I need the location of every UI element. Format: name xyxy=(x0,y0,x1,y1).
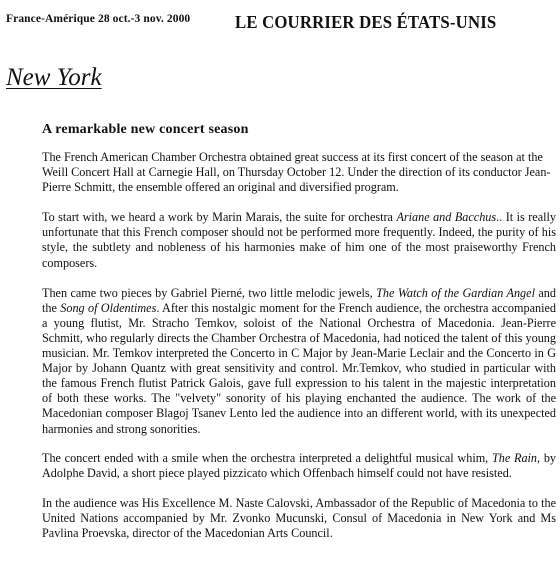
dateline: France-Amérique 28 oct.-3 nov. 2000 xyxy=(6,13,191,25)
section-title: New York xyxy=(6,64,102,91)
work-title-rain: The Rain xyxy=(491,450,538,465)
paragraph-3-text-b: and the xyxy=(42,285,556,315)
paragraph-2 xyxy=(42,210,556,270)
paragraph-4 xyxy=(42,451,556,481)
paragraph-3-text-c: . After this nostalgic moment for the French audience, the orchestra accompanied a young flutist, Mr. Stracho Temkov, soloist of the National Orchestra of Macedonia. Jean-Pierre Schmitt, who regularly directs the Chamber Orchestra of Macedonia, had noticed the talent of this young musician. Mr. Temkov interpreted the Concerto in C Major by Jean-Marie Leclair and the Concerto in G Major by Johann Quantz with great sensitivity and control. Mr.Temkov, who studied in particular with the famous French flutist Patrick Galois, gave full expression to his talent in the majestic interpretation of both these works. The "velvety" sonority of his playing enchanted the audience. The work of the Macedonian composer Blagoj Tsanev Lento led the audience into an different world, with its unexpected harmonies and strong sonorities. xyxy=(42,300,556,436)
work-title-ariane: Ariane and Bacchus xyxy=(396,210,497,225)
paragraph-2-text-b: .. It is really unfortunate that this French composer should not be performed more frequently. Indeed, the purity of his style, the subtlety and nobleness of his harmonies make of him one of the most praiseworthy French composers. xyxy=(42,210,556,270)
newspaper-masthead: LE COURRIER DES ÉTATS-UNIS xyxy=(235,12,497,32)
paragraph-4-text-b: , by Adolphe David, a short piece played pizzicato which Offenbach himself could not have resisted. xyxy=(42,450,557,480)
work-title-watch: The Watch of the Gardian Angel xyxy=(376,285,535,300)
paragraph-2-text-a: To start with, we heard a work by Marin Marais, the suite for orchestra xyxy=(42,210,397,225)
paragraph-5 xyxy=(42,496,556,541)
paragraph-4-text-a: The concert ended with a smile when the orchestra interpreted a delightful musical whim, xyxy=(42,450,492,465)
paragraph-3 xyxy=(42,286,556,437)
paragraph-1-text: The French American Chamber Orchestra obtained great success at its first concert of the season at the Weill Concert Hall at Carnegie Hall, on Thursday October 12. Under the direction of its conductor Jean-Pierre Schmitt, the ensemble offered an original and diversified program. xyxy=(42,150,551,195)
article-headline: A remarkable new concert season xyxy=(42,122,249,137)
paragraph-1 xyxy=(42,150,556,195)
work-title-song: Song of Oldentimes xyxy=(60,300,157,315)
article-body xyxy=(42,150,556,556)
paragraph-3-text-a: Then came two pieces by Gabriel Pierné, two little melodic jewels, xyxy=(42,285,377,300)
paragraph-5-text: In the audience was His Excellence M. Naste Calovski, Ambassador of the Republic of Macedonia to the United Nations accompanied by Mr. Zvonko Mucunski, Consul of Macedonia in New York and Ms Pavlina Proevska, director of the Macedonian Arts Council. xyxy=(42,495,556,540)
